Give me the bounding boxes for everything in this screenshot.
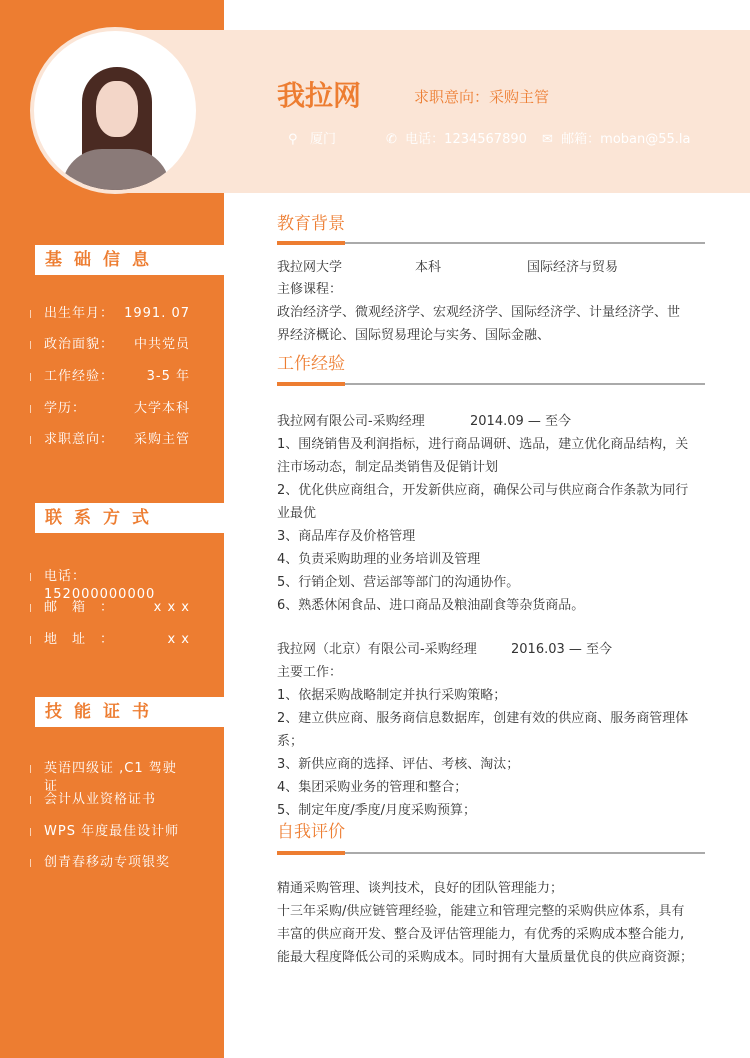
location: ⚲ 厦门 (288, 132, 336, 147)
self-eval-line: 十三年采购/供应链管理经验，能建立和管理完整的采购供应体系，具有 (277, 904, 685, 919)
job-period: 2016.03 — 至今 (511, 642, 613, 657)
job-duty-line: 2、优化供应商组合，开发新供应商，确保公司与供应商合作条款为同行 (277, 483, 689, 498)
info-value: 大学本科 (133, 401, 190, 416)
job-duty-line: 3、商品库存及价格管理 (277, 529, 416, 544)
info-label: 工作经验： (44, 369, 115, 384)
info-text: 英语四级证 ,C1 驾驶证 (44, 761, 177, 794)
info-label: 地 址 ： (44, 632, 115, 647)
job-company: 我拉网（北京）有限公司-采购经理 (277, 642, 477, 657)
self-eval-line: 精通采购管理、谈判技术，良好的团队管理能力； (277, 881, 564, 896)
header-band (110, 30, 750, 193)
job-period: 2014.09 — 至今 (470, 414, 572, 429)
work-title: 工作经验 (277, 354, 345, 374)
info-value: x x (167, 632, 190, 647)
mail-icon: ✉ (542, 132, 553, 147)
divider (277, 852, 705, 854)
job-duty-line: 3、新供应商的选择、评估、考核、淘汰； (277, 757, 520, 772)
phone: ✆ 电话：1234567890 (386, 132, 527, 147)
divider (277, 242, 705, 244)
basic-info-title: 基础信息 (35, 245, 224, 275)
info-label: 求职意向： (44, 432, 115, 447)
school: 我拉网大学 (277, 260, 343, 275)
info-value: 中共党员 (133, 337, 190, 352)
job-duty-line: 6、熟悉休闲食品、进口商品及粮油副食等杂货商品。 (277, 598, 585, 613)
job-duty-line: 注市场动态，制定品类销售及促销计划 (277, 460, 499, 475)
location-pin-icon: ⚲ (288, 132, 298, 147)
avatar (30, 27, 200, 194)
job-duty-line: 2、建立供应商、服务商信息数据库，创建有效的供应商、服务商管理体 (277, 711, 689, 726)
job-duty-line: 1、围绕销售及利润指标，进行商品调研、选品，建立优化商品结构，关 (277, 437, 689, 452)
name: 我拉网 (277, 79, 362, 112)
major: 国际经济与贸易 (527, 260, 619, 275)
info-text: 创青春移动专项银奖 (44, 855, 171, 870)
job-company: 我拉网有限公司-采购经理 (277, 414, 425, 429)
info-value: 3-5 年 (146, 369, 190, 384)
courses-label: 主修课程： (277, 282, 343, 297)
info-text: 会计从业资格证书 (44, 792, 157, 807)
info-value: x x x (153, 600, 190, 615)
divider (277, 383, 705, 385)
job-duty-line: 4、负责采购助理的业务培训及管理 (277, 552, 481, 567)
self-eval-line: 能最大程度降低公司的采购成本。同时拥有大量质量优良的供应商资源； (277, 950, 694, 965)
degree: 本科 (415, 260, 442, 275)
courses-line: 政治经济学、微观经济学、宏观经济学、国际经济学、计量经济学、世 (277, 305, 681, 320)
job-duty-line: 系； (277, 734, 304, 749)
info-value: 1991. 07 (124, 306, 190, 321)
info-label: 邮 箱 ： (44, 600, 115, 615)
skills-title: 技能证书 (35, 697, 224, 727)
info-label: 政治面貌： (44, 337, 115, 352)
education-title: 教育背景 (277, 214, 345, 234)
email: ✉ 邮箱：moban@55.la (542, 132, 691, 147)
info-label: 出生年月： (44, 306, 115, 321)
info-label: 电话：152000000000 (44, 569, 156, 602)
job-duty-line: 1、依据采购战略制定并执行采购策略； (277, 688, 507, 703)
job-duty-line: 5、行销企划、营运部等部门的沟通协作。 (277, 575, 520, 590)
job-intent: 求职意向：采购主管 (414, 88, 550, 106)
info-text: WPS 年度最佳设计师 (44, 824, 180, 839)
job-duty-line: 4、集团采购业务的管理和整合； (277, 780, 468, 795)
job-duty-line: 5、制定年度/季度/月度采购预算； (277, 803, 477, 818)
courses-line: 界经济概论、国际贸易理论与实务、国际金融、 (277, 328, 551, 343)
job-duty-line: 主要工作： (277, 665, 343, 680)
self-eval-line: 丰富的供应商开发、整合及评估管理能力，有优秀的采购成本整合能力, (277, 927, 685, 942)
self-eval-title: 自我评价 (277, 822, 345, 842)
contact-title: 联系方式 (35, 503, 224, 533)
info-label: 学历： (44, 401, 87, 416)
info-value: 采购主管 (133, 432, 190, 447)
job-duty-line: 业最优 (277, 506, 317, 521)
phone-icon: ✆ (386, 132, 397, 147)
